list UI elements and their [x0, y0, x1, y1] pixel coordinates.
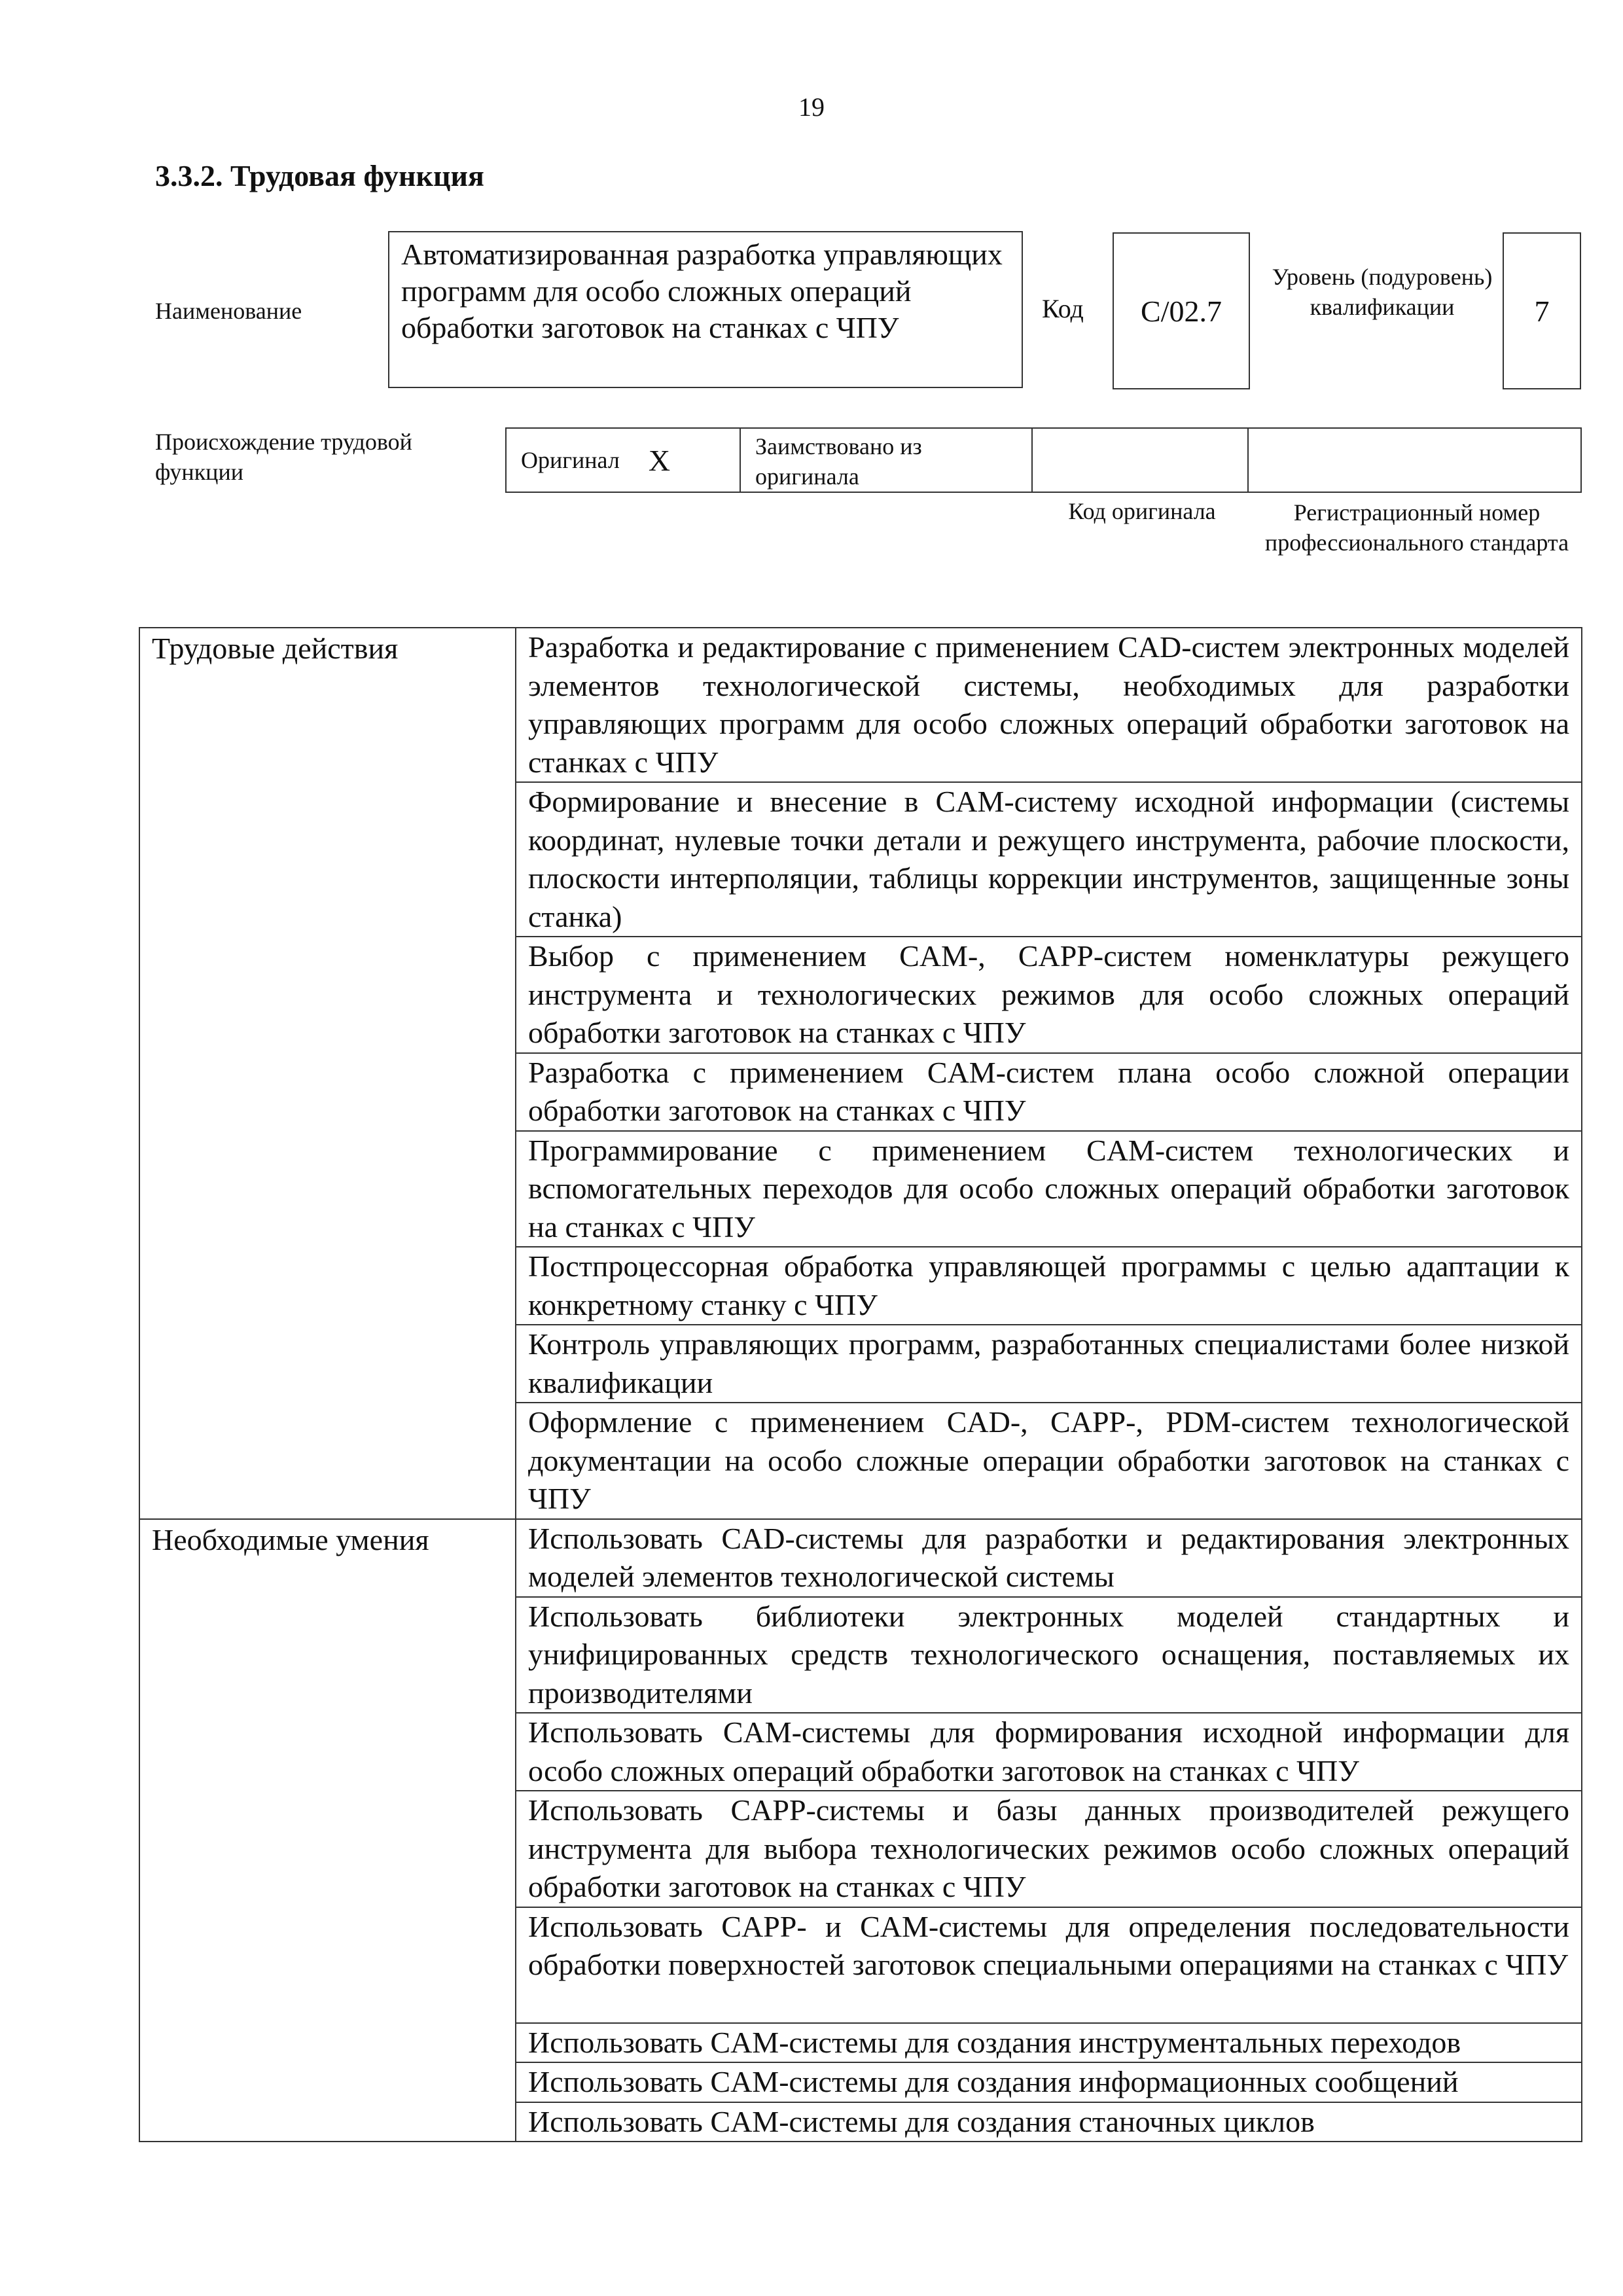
skill: Использовать CAPP- и CAM-системы для определения последовательности обработки поверхностей заготовок специальными операциями на станках с ЧПУ	[516, 1907, 1582, 2023]
labor-action: Контроль управляющих программ, разработанных специалистами более низкой квалификации	[516, 1325, 1582, 1403]
skills-label: Необходимые умения	[139, 1519, 516, 2142]
level-label: Уровень (подуровень) квалификации	[1272, 264, 1493, 320]
labor-action: Формирование и внесение в CAM-систему исходной информации (системы координат, нулевые точки детали и режущего инструмента, рабочие плоскости, плоскости интерполяции, таблицы коррекции инструментов, защищенные зоны станка)	[516, 782, 1582, 937]
labor-action: Оформление с применением CAD-, CAPP-, PDM-систем технологической документации на особо сложные операции обработки заготовок на станках с ЧПУ	[516, 1403, 1582, 1519]
skill: Использовать CAPP-системы и базы данных производителей режущего инструмента для выбора технологических режимов особо сложных операций обработки заготовок на станках с ЧПУ	[516, 1791, 1582, 1907]
level-value-text: 7	[1534, 294, 1550, 328]
code-value	[1113, 232, 1250, 389]
function-name-value: Автоматизированная разработка управляющих программ для особо сложных операций обработки заготовок на станках с ЧПУ	[388, 231, 1023, 388]
origin-row	[505, 427, 1582, 493]
original-mark: X	[648, 443, 671, 477]
original-cell	[505, 427, 741, 493]
skill: Использовать CAD-системы для разработки и редактирования электронных моделей элементов технологической системы	[516, 1519, 1582, 1597]
page-number: 19	[798, 92, 825, 122]
level-value	[1503, 232, 1581, 389]
reg-number-caption: Регистрационный номер профессионального стандарта	[1264, 499, 1569, 556]
code-label: Код	[1042, 294, 1084, 323]
reg-number-cell	[1249, 427, 1582, 493]
skill: Использовать CAM-системы для формирования исходной информации для особо сложных операций обработки заготовок на станках с ЧПУ	[516, 1713, 1582, 1791]
labor-action: Разработка с применением CAM-систем плана особо сложной операции обработки заготовок на станках с ЧПУ	[516, 1053, 1582, 1131]
labor-action: Постпроцессорная обработка управляющей программы с целью адаптации к конкретному станку с ЧПУ	[516, 1247, 1582, 1325]
section-title: 3.3.2. Трудовая функция	[155, 159, 484, 192]
skill: Использовать CAM-системы для создания инструментальных переходов	[516, 2023, 1582, 2063]
original-label: Оригинал	[521, 447, 620, 473]
function-table	[139, 627, 1582, 2142]
skill: Использовать библиотеки электронных моделей стандартных и унифицированных средств технологического оснащения, поставляемых их производителями	[516, 1597, 1582, 1713]
labor-action: Программирование с применением CAM-систем технологических и вспомогательных переходов для особо сложных операций обработки заготовок на станках с ЧПУ	[516, 1131, 1582, 1247]
origin-label: Происхождение трудовой функции	[155, 429, 412, 485]
labor-actions-label: Трудовые действия	[139, 628, 516, 1519]
labor-action: Выбор с применением CAM-, CAPP-систем номенклатуры режущего инструмента и технологических режимов для особо сложных операций обработки заготовок на станках с ЧПУ	[516, 937, 1582, 1053]
skill: Использовать CAM-системы для создания информационных сообщений	[516, 2062, 1582, 2102]
code-original-caption: Код оригинала	[1068, 498, 1216, 524]
code-original-cell	[1033, 427, 1249, 493]
labor-action: Разработка и редактирование с применением CAD-систем электронных моделей элементов технологической системы, необходимых для разработки управляющих программ для особо сложных операций обработки заготовок на станках с ЧПУ	[516, 628, 1582, 782]
name-label: Наименование	[155, 298, 302, 324]
borrowed-label: Заимствовано из оригинала	[741, 427, 1033, 493]
code-value-text: C/02.7	[1141, 294, 1222, 328]
skill: Использовать CAM-системы для создания станочных циклов	[516, 2102, 1582, 2142]
